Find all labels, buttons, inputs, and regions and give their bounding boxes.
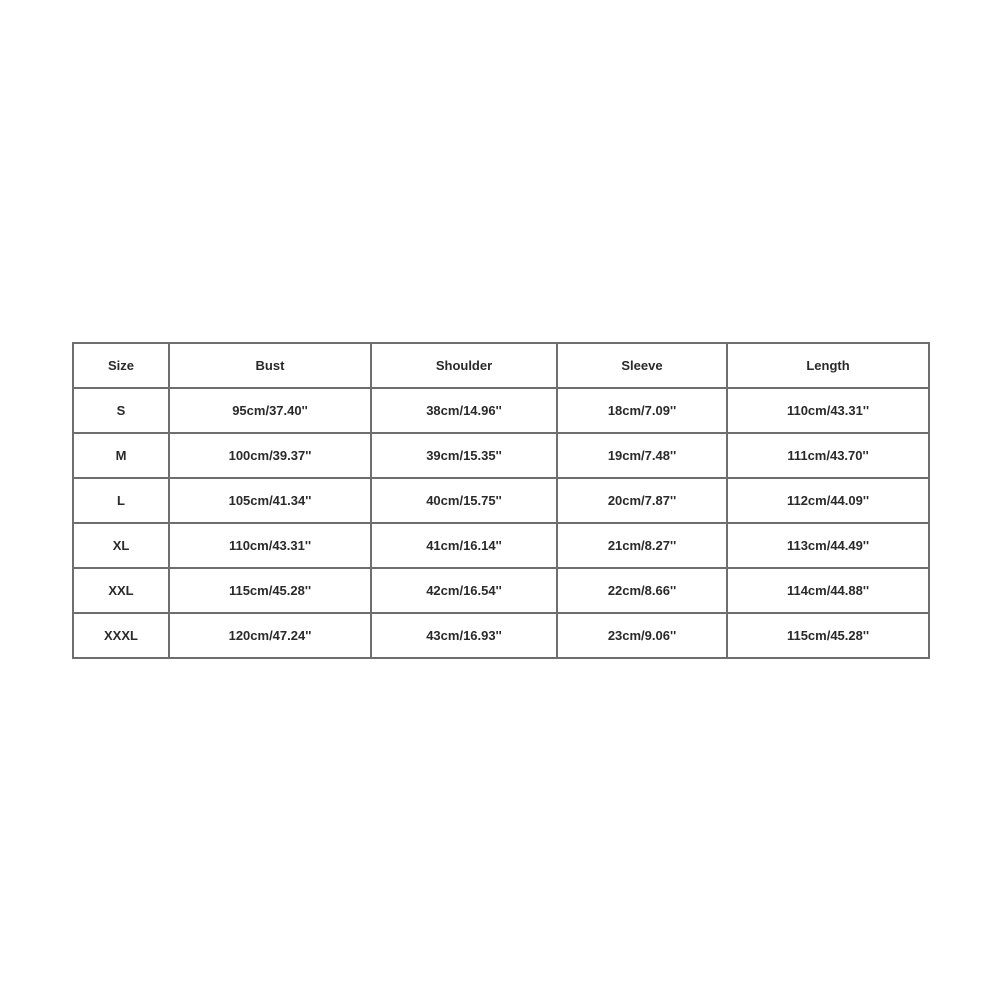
cell-sleeve: 21cm/8.27'' [557, 523, 727, 568]
table-row [73, 613, 929, 658]
cell-shoulder: 38cm/14.96'' [371, 388, 557, 433]
cell-shoulder: 41cm/16.14'' [371, 523, 557, 568]
cell-shoulder: 39cm/15.35'' [371, 433, 557, 478]
table-row [73, 388, 929, 433]
cell-shoulder: 40cm/15.75'' [371, 478, 557, 523]
table-row [73, 523, 929, 568]
table-row [73, 478, 929, 523]
cell-length: 115cm/45.28'' [727, 613, 929, 658]
cell-length: 114cm/44.88'' [727, 568, 929, 613]
cell-sleeve: 20cm/7.87'' [557, 478, 727, 523]
header-bust: Bust [169, 343, 371, 388]
cell-bust: 100cm/39.37'' [169, 433, 371, 478]
header-sleeve: Sleeve [557, 343, 727, 388]
cell-sleeve: 18cm/7.09'' [557, 388, 727, 433]
table-row [73, 568, 929, 613]
cell-sleeve: 23cm/9.06'' [557, 613, 727, 658]
cell-bust: 105cm/41.34'' [169, 478, 371, 523]
table-header-row [73, 343, 929, 388]
header-length: Length [727, 343, 929, 388]
cell-size: S [73, 388, 169, 433]
cell-bust: 95cm/37.40'' [169, 388, 371, 433]
header-shoulder: Shoulder [371, 343, 557, 388]
cell-length: 113cm/44.49'' [727, 523, 929, 568]
cell-length: 111cm/43.70'' [727, 433, 929, 478]
cell-size: L [73, 478, 169, 523]
cell-size: XXXL [73, 613, 169, 658]
cell-size: XXL [73, 568, 169, 613]
cell-shoulder: 42cm/16.54'' [371, 568, 557, 613]
cell-bust: 120cm/47.24'' [169, 613, 371, 658]
table-row [73, 433, 929, 478]
cell-bust: 115cm/45.28'' [169, 568, 371, 613]
cell-shoulder: 43cm/16.93'' [371, 613, 557, 658]
cell-sleeve: 22cm/8.66'' [557, 568, 727, 613]
cell-sleeve: 19cm/7.48'' [557, 433, 727, 478]
cell-size: M [73, 433, 169, 478]
cell-bust: 110cm/43.31'' [169, 523, 371, 568]
header-size: Size [73, 343, 169, 388]
cell-length: 110cm/43.31'' [727, 388, 929, 433]
cell-size: XL [73, 523, 169, 568]
cell-length: 112cm/44.09'' [727, 478, 929, 523]
size-chart-table [72, 342, 930, 659]
